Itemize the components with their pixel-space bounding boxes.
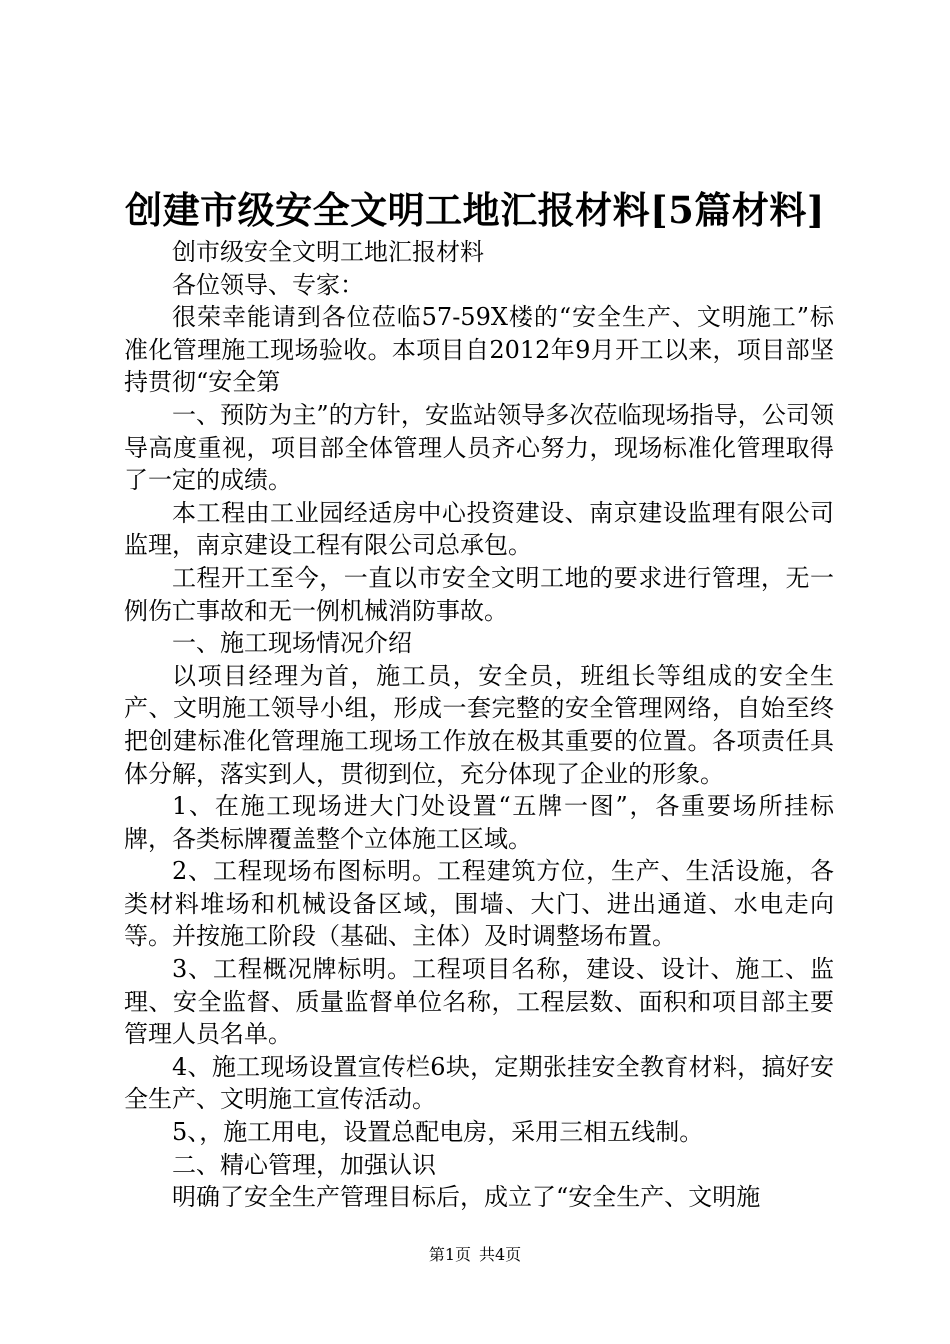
page-footer: [0, 1244, 950, 1266]
paragraph: 创市级安全文明工地汇报材料: [172, 238, 484, 266]
page-total: 共4页: [479, 1245, 522, 1264]
paragraph: 一、预防为主”的方针，安监站领导多次莅临现场指导，公司领导高度重视，项目部全体管理人员齐心努力，现场标准化管理取得了一定的成绩。: [124, 400, 834, 495]
list-item: 3、工程概况牌标明。工程项目名称，建设、设计、施工、监理、安全监督、质量监督单位名称，工程层数、面积和项目部主要管理人员名单。: [124, 955, 834, 1049]
list-item: 4、施工现场设置宣传栏6块，定期张挂安全教育材料，搞好安全生产、文明施工宣传活动。: [124, 1052, 834, 1114]
document-body: [124, 236, 834, 1214]
paragraph: 很荣幸能请到各位莅临57-59X楼的“安全生产、文明施工”标准化管理施工现场验收。本项目自2012年9月开工以来，项目部坚持贯彻“安全第: [124, 303, 834, 397]
paragraph: 以项目经理为首，施工员，安全员，班组长等组成的安全生产、文明施工领导小组，形成一套完整的安全管理网络，自始至终把创建标准化管理施工现场工作放在极其重要的位置。各项责任具体分解，落实到人，贯彻到位，充分体现了企业的形象。: [124, 661, 834, 788]
paragraph: 工程开工至今，一直以市安全文明工地的要求进行管理，无一例伤亡事故和无一例机械消防事故。: [124, 563, 834, 625]
document-title: 创建市级安全文明工地汇报材料[5篇材料]: [125, 188, 825, 232]
list-item: 1、在施工现场进大门处设置“五牌一图”，各重要场所挂标牌，各类标牌覆盖整个立体施工区域。: [124, 792, 834, 853]
section-heading: 二、精心管理，加强认识: [172, 1150, 436, 1179]
paragraph: 本工程由工业园经适房中心投资建设、南京建设监理有限公司监理，南京建设工程有限公司总承包。: [124, 498, 834, 560]
page-number: 第1页: [428, 1245, 471, 1264]
paragraph: 明确了安全生产管理目标后，成立了“安全生产、文明施: [172, 1183, 761, 1212]
section-heading: 一、施工现场情况介绍: [172, 629, 412, 658]
paragraph: 各位领导、专家：: [172, 270, 364, 299]
list-item: 2、工程现场布图标明。工程建筑方位，生产、生活设施，各类材料堆场和机械设备区域，围墙、大门、进出通道、水电走向等。并按施工阶段（基础、主体）及时调整场布置。: [124, 857, 834, 951]
list-item: 5、，施工用电，设置总配电房，采用三相五线制。: [172, 1118, 704, 1147]
